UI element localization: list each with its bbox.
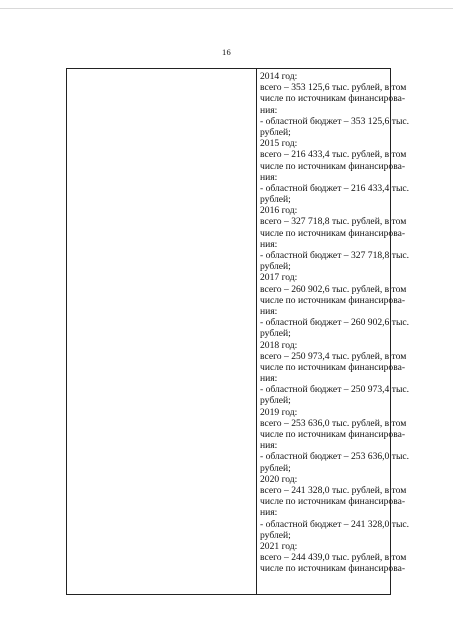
year-label: 2019 год:	[260, 406, 298, 418]
year-label: 2015 год:	[260, 138, 298, 150]
text-line: всего – 241 328,0 тыс. рублей, в том	[260, 484, 407, 496]
year-block-2021	[260, 540, 407, 575]
text-line: всего – 353 125,6 тыс. рублей, в том	[260, 82, 407, 94]
text-line: - областной бюджет – 260 902,6 тыс.	[260, 317, 410, 329]
text-line: рублей;	[260, 529, 291, 541]
text-line: ния:	[260, 440, 278, 452]
text-line: - областной бюджет – 253 636,0 тыс.	[260, 451, 410, 463]
year-block-2017	[260, 272, 410, 340]
year-block-2015	[260, 138, 410, 206]
text-line: числе по источникам финансирова-	[260, 294, 406, 306]
text-line: - областной бюджет – 241 328,0 тыс.	[260, 518, 410, 530]
text-line: - областной бюджет – 353 125,6 тыс.	[260, 115, 410, 127]
year-block-2016	[260, 205, 410, 273]
text-line: - областной бюджет – 216 433,4 тыс.	[260, 182, 410, 194]
text-line: рублей;	[260, 126, 291, 138]
text-line: рублей;	[260, 194, 291, 206]
text-line: ния:	[260, 373, 278, 385]
year-label: 2018 год:	[260, 339, 298, 351]
table-column-divider	[256, 69, 257, 594]
text-line: всего – 244 439,0 тыс. рублей, в том	[260, 552, 407, 564]
text-line: рублей;	[260, 395, 291, 407]
year-block-2018	[260, 339, 410, 407]
text-line: числе по источникам финансирова-	[260, 93, 406, 105]
page-number: 16	[222, 47, 231, 57]
text-line: ния:	[260, 507, 278, 519]
text-line: рублей;	[260, 261, 291, 273]
text-line: ния:	[260, 238, 278, 250]
text-line: числе по источникам финансирова-	[260, 563, 406, 575]
text-line: числе по источникам финансирова-	[260, 361, 406, 373]
text-line: всего – 250 973,4 тыс. рублей, в том	[260, 350, 407, 362]
text-line: числе по источникам финансирова-	[260, 227, 406, 239]
table-right-cell	[260, 71, 410, 575]
year-label: 2014 год:	[260, 71, 298, 82]
text-line: рублей;	[260, 462, 291, 474]
text-line: рублей;	[260, 328, 291, 340]
text-line: - областной бюджет – 327 718,8 тыс.	[260, 250, 410, 261]
year-label: 2021 год:	[260, 540, 298, 552]
year-label: 2017 год:	[260, 272, 298, 284]
year-block-2020	[260, 473, 410, 541]
year-label: 2016 год:	[260, 205, 298, 217]
text-line: всего – 253 636,0 тыс. рублей, в том	[260, 417, 407, 429]
text-line: всего – 260 902,6 тыс. рублей, в том	[260, 283, 407, 295]
text-line: числе по источникам финансирова-	[260, 429, 406, 440]
text-line: ния:	[260, 305, 278, 317]
text-line: числе по источникам финансирова-	[260, 496, 406, 508]
text-line: числе по источникам финансирова-	[260, 160, 406, 172]
scan-top-edge	[0, 8, 453, 9]
year-label: 2020 год:	[260, 473, 298, 485]
document-table	[66, 68, 410, 595]
year-block-2014	[260, 71, 410, 138]
text-line: ния:	[260, 104, 278, 116]
table-left-cell	[67, 69, 256, 594]
text-line: - областной бюджет – 250 973,4 тыс.	[260, 384, 410, 396]
text-line: всего – 216 433,4 тыс. рублей, в том	[260, 149, 407, 161]
year-block-2019	[260, 406, 410, 474]
text-line: всего – 327 718,8 тыс. рублей, в том	[260, 216, 407, 228]
text-line: ния:	[260, 171, 278, 183]
